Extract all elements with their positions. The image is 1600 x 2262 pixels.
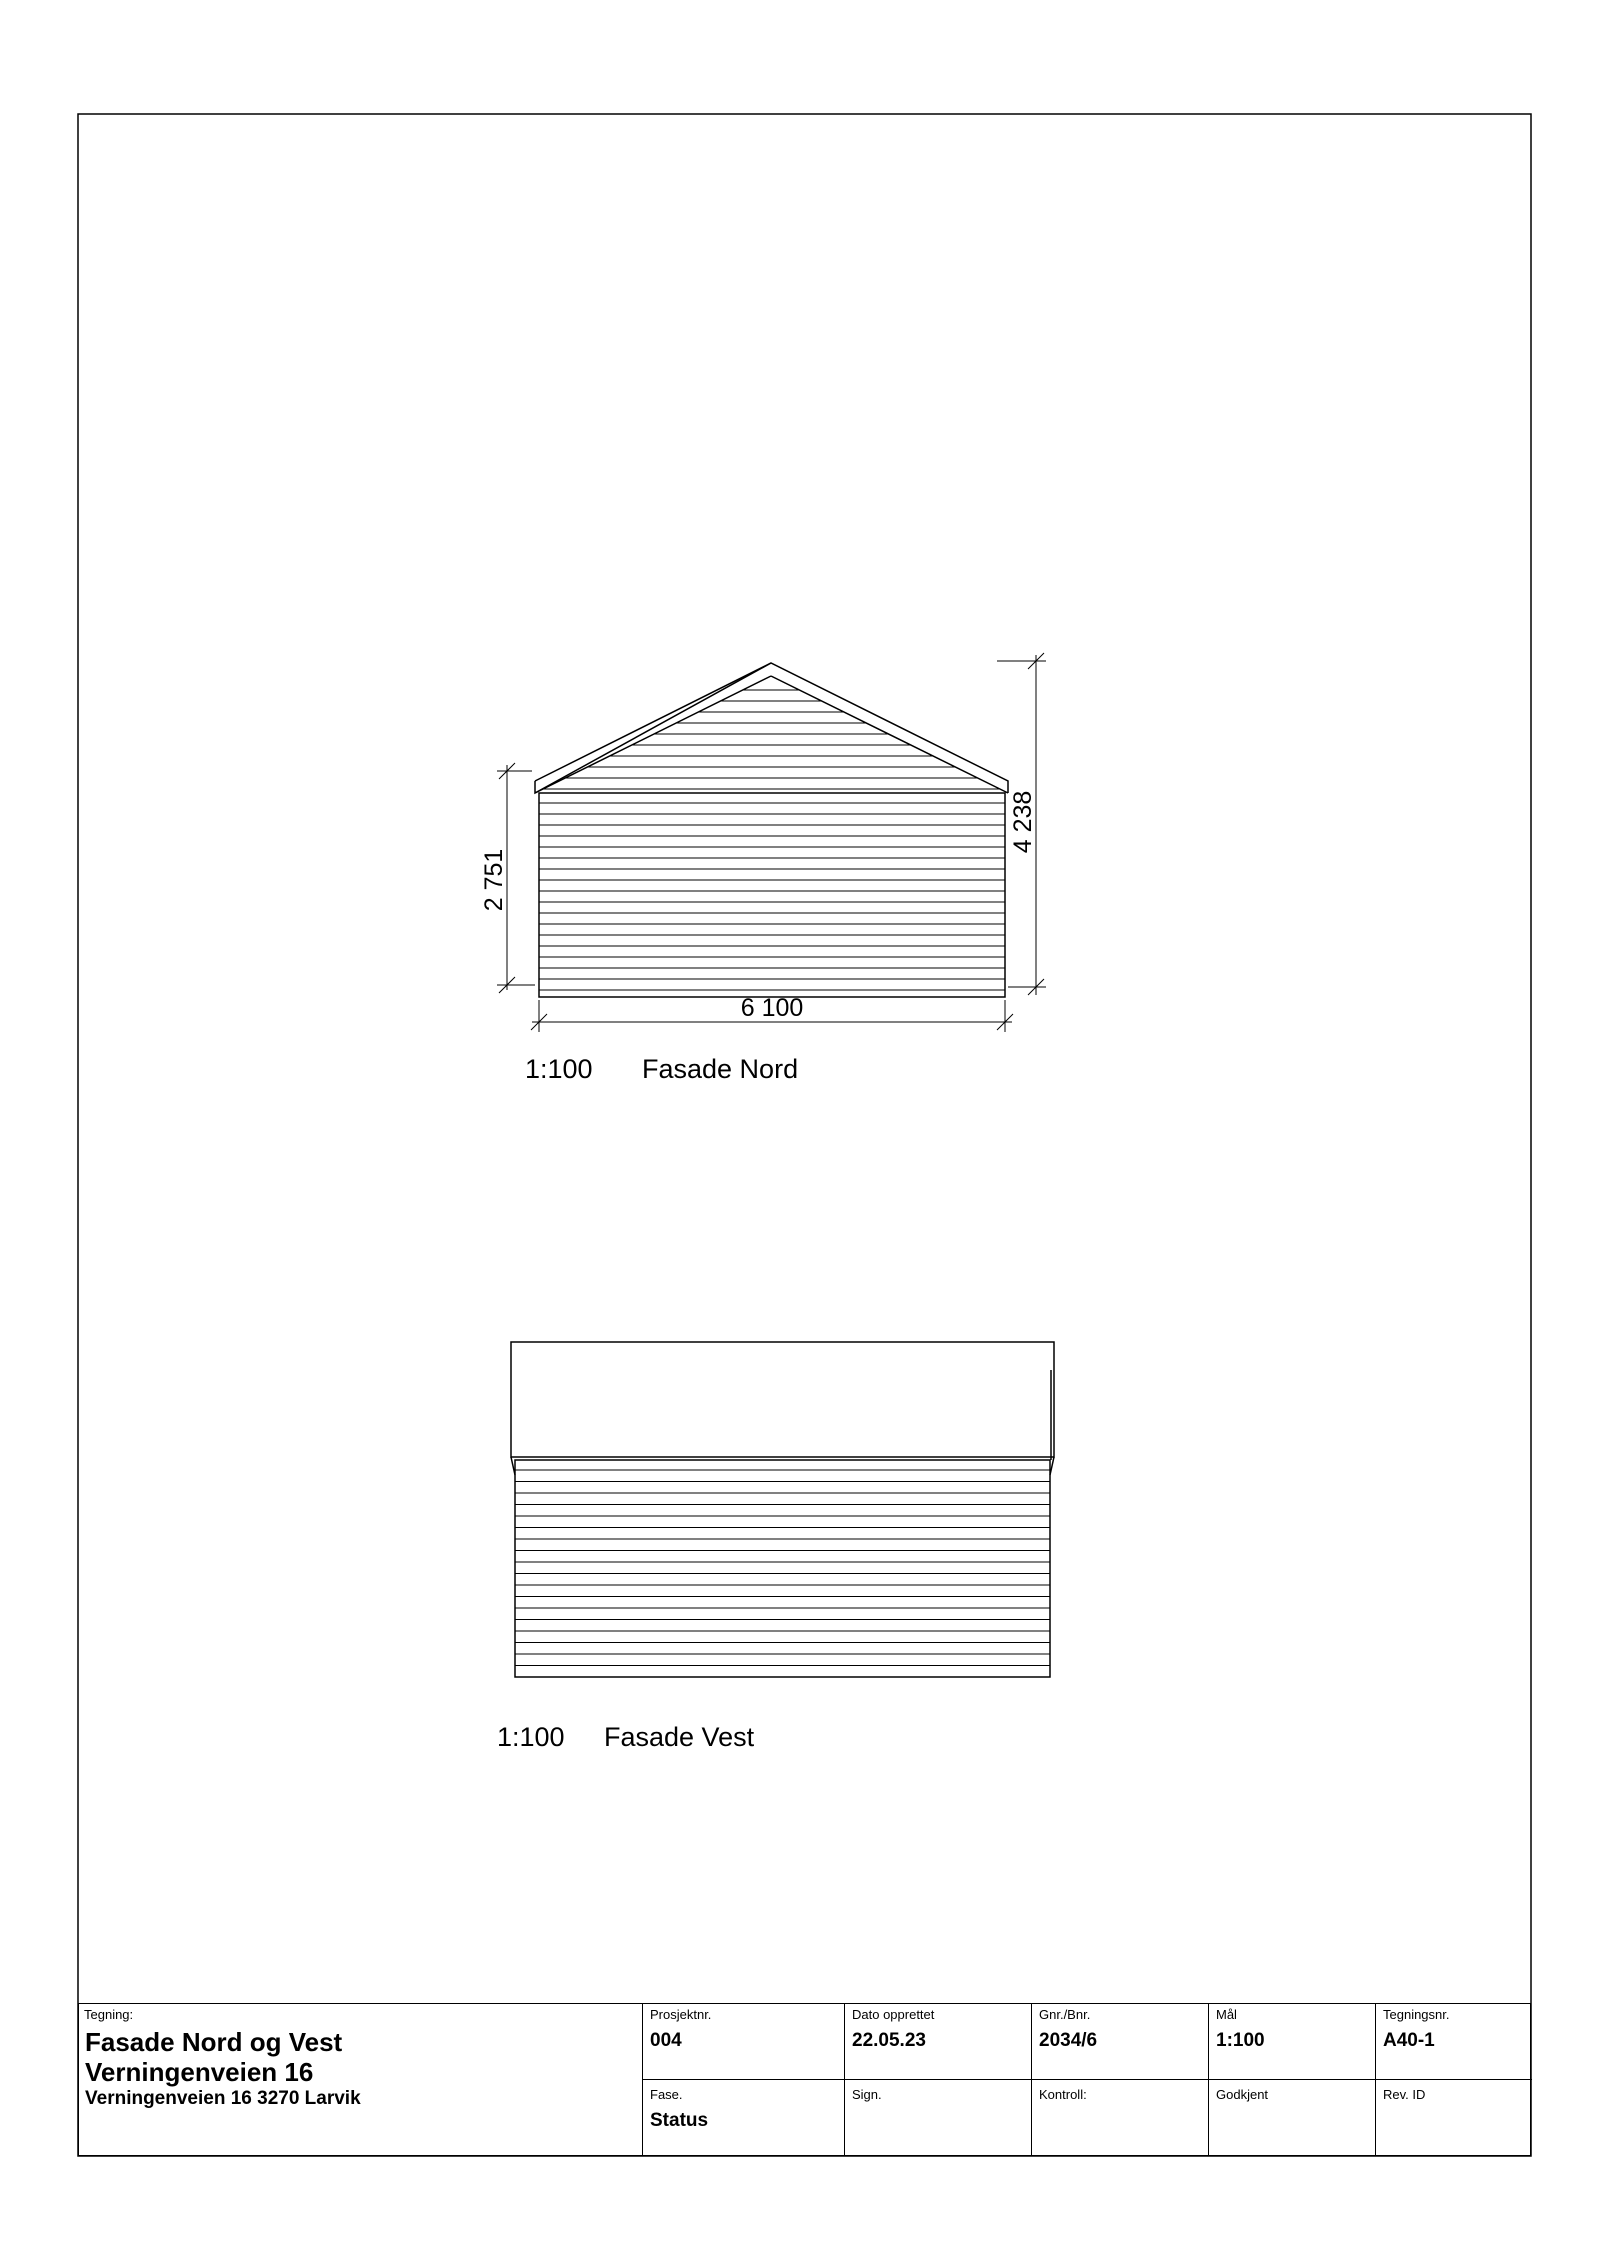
north-dimensions [497, 653, 1046, 1032]
dim-wall-height-label: 2 751 [480, 848, 508, 912]
north-title-label: Fasade Nord [642, 1054, 799, 1084]
prosjektnr-label: Prosjektnr. [650, 2007, 712, 2022]
drawing-subtitle: Verningenveien 16 [85, 2057, 314, 2087]
sign-label: Sign. [852, 2087, 882, 2102]
west-elevation [511, 1342, 1054, 1677]
north-eave-left [535, 663, 771, 781]
tegningsnr-label: Tegningsnr. [1383, 2007, 1450, 2022]
dim-width-label: 6 100 [740, 994, 804, 1022]
mal-label: Mål [1216, 2007, 1237, 2022]
mal-value: 1:100 [1216, 2030, 1265, 2051]
gnr-label: Gnr./Bnr. [1039, 2007, 1091, 2022]
tegningsnr-value: A40-1 [1383, 2030, 1435, 2051]
north-gable-siding [543, 690, 1000, 789]
north-wall-siding [539, 803, 1005, 990]
dim-total-height-label: 4 238 [1009, 790, 1037, 854]
fase-label: Fase. [650, 2087, 683, 2102]
west-scale-label: 1:100 [497, 1722, 565, 1752]
north-wall [539, 793, 1005, 997]
north-elevation [535, 663, 1008, 997]
prosjektnr-value: 004 [650, 2030, 682, 2051]
north-scale-label: 1:100 [525, 1054, 593, 1084]
west-wall-siding [515, 1470, 1050, 1666]
north-roof-outline [535, 663, 1008, 793]
gnr-value: 2034/6 [1039, 2030, 1098, 2051]
fase-value: Status [650, 2110, 709, 2131]
west-title-label: Fasade Vest [604, 1722, 755, 1752]
tegning-label: Tegning: [84, 2007, 134, 2022]
dato-value: 22.05.23 [852, 2030, 926, 2051]
kontroll-label: Kontroll: [1039, 2087, 1087, 2102]
drawing-address: Verningenveien 16 3270 Larvik [85, 2088, 361, 2109]
sheet-border [78, 114, 1531, 2156]
drawing-title: Fasade Nord og Vest [85, 2027, 343, 2057]
dato-label: Dato opprettet [852, 2007, 935, 2022]
rev-label: Rev. ID [1383, 2087, 1426, 2102]
title-block [78, 2003, 1531, 2156]
west-roof [511, 1342, 1054, 1457]
godkjent-label: Godkjent [1216, 2087, 1269, 2102]
